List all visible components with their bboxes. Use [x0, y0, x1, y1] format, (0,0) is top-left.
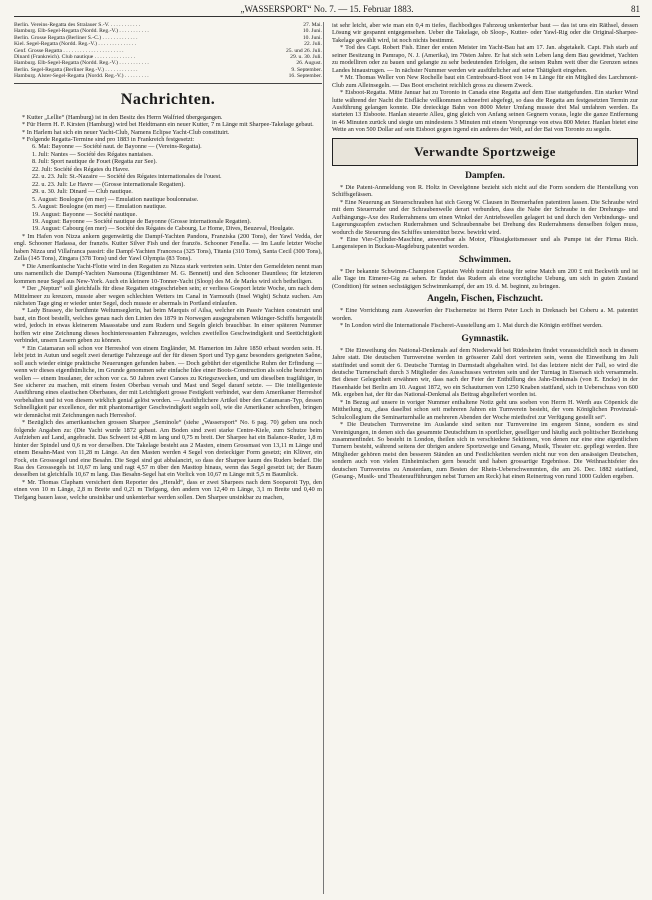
article-paragraph: ist sehr leicht, aber wie man ein 0,4 m tiefes, flachbodiges Fahrzeug unkenterbar baut — das ist uns ein Räthsel, dessen Lösung wir gespannt entgegensehen. Ueber die Takelage, ob Sloop-, Kutter- oder Yawl-Rig oder die Original-Sharpee-Takelage gewählt wird, ist noch nichts bestimmt. — [332, 22, 638, 44]
date-item: 22. Juli: Société des Régates du Havre. — [32, 165, 130, 173]
running-head — [14, 4, 640, 17]
article-paragraph: * Folgende Regatta-Termine sind pro 1883 in Frankreich festgesetzt: — [22, 136, 195, 144]
section-heading: Angeln, Fischen, Fischzucht. — [427, 294, 543, 305]
article-paragraph: * Der bekannte Schwimm-Champion Capitain Webb trainirt fleissig für seine Match um 200 £ mit Beckwith und ist alle Tage im Eimerer-Gig zu sehen. Er findet das Rudern als eine vorzügliche Uebung, um sich in guten Zustand (Condition) für seinen sechstägigen Schwimmkampf, der am 19. d. M. beginnt, zu bringen. — [332, 267, 638, 290]
article-paragraph: * Eisboot-Regatta. Mitte Januar hat zu Toronto in Canada eine Regatta auf dem Eise stattgefunden. Ein starker Wind lutte während der Nacht die Eisfläche vollkommen schneefrei abgefegt, so dass die Regatta am festgesetzten Termin zur Ausführung gelangen konnte. Die dreieckige Bahn von 8000 Meter Umfang musste drei Mal umfahren werden. Es starteten 13 Eisboote. Hanlan steuerte Alleu, ging gleich von Anfang seinen Gegnern voraus, legte die ganze Entfernung in 46 Minuten zurück und siegte um mindestens 3 Minuten mit einem Vorsprunge von etwa 800 Meter. Hanlan bietet eine Wette an von 500 Dollar auf sein Eisboot gegen irgend ein anderes der Welt, auf der Bai von Toronto zu segeln. — [332, 89, 638, 134]
date-item: 6. Mai: Bayonne — Société naut. de Bayonne — (Vereins-Regatta). — [32, 143, 202, 151]
article-paragraph: * Tod des Capt. Robert Fish. Einer der ersten Meister im Yacht-Bau hat am 17. Jan. abgetakelt. Capt. Fish starb auf seiner Besitzung in Pamrapo, N. J. (Amerika), im 70sten Jahre. Er hat sich sein Leben lang dem Bau gewidmet, Yachten zu modelliren oder zu bauen und gelangte zu sehr bedeutenden Erfolgen, die seinen Ruhm weit über die Grenzen seines Landes hinaustrugen. — In nächster Nummer werden wir ausführlicher auf seine Thätigkeit eingehen. — [332, 44, 638, 74]
regatta-row: Hamburg. Elb-Segel-Regatta (Nordd. Reg.-V.) . . . . . . . . . . . 10. Juni. — [14, 28, 322, 35]
section-heading: Schwimmen. — [459, 254, 511, 265]
date-item: 5. August: Boulogne (en mer) — Emulation nautique boulonnaise. — [32, 195, 199, 203]
article-paragraph: * Der „Neptun“ soll gleichfalls für diese Regatten eingeschrieben sein; er verliess Gosport letzte Woche, um nach dem Mittelmeer zu kreuzen, musste aber wegen schlechten Wetters im Canal in Yarmouth (Insel Wight) Schutz suchen. Am nächsten Tage ging er wieder unter Segel, doch musste er abermals in Portland einlaufen. — [14, 285, 322, 307]
regatta-row: Hamburg. Elb-Segel-Regatta (Nordd. Reg.-V.) . . . . . . . . . . . 26. August. — [14, 60, 322, 67]
section-heading: Dampfen. — [465, 170, 505, 181]
date-item: 1. Juli: Nantes — Société des Régates nantaises. — [32, 150, 153, 158]
regatta-row: Kiel. Segel-Regatta (Nordd. Reg.-V.) . . . . . . . . . . . . . . 22. Juli. — [14, 41, 322, 48]
date-item: 8. Juli: Sport nautique de Fouet (Regatta zur See). — [32, 158, 157, 166]
date-item: 19. August: Bayonne — Société nautique. — [32, 210, 138, 218]
date-item: 19. August: Cabourg (en mer) — Société des Régates de Cabourg, Le Home, Dives, Beuzeval, Houlgate. — [32, 225, 295, 233]
date-item: 22. u. 23. Juli: St.-Nazaire — Société des Régates internationales de l'ouest. — [32, 173, 222, 181]
article-paragraph: * Eine Vorrichtung zum Auswerfen der Fischernetze ist Herrn Peter Loch in Dreknach bei Coberu a. M. patentirt worden. — [332, 307, 638, 322]
section-banner-title: Verwandte Sportzweige — [414, 144, 556, 160]
article-paragraph: * Bezüglich des amerikanischen grossen Sharpee „Seminole“ (siehe „Wassersport“ No. 6 pag. 70) geben uns noch folgende Angaben zu: (Die Yacht wurde 1872 gebaut. Am Boden sind zwei starke Centre-Kiele, zum Schutze beim Aufziehen auf Land, angebracht. Das Schwert ist 4,88 m lang und 0,75 m breit. Der Sharpee hat ein Balance-Ruder, 1,8 m hinter der Spindel und 0,6 m vor derselben. Die Takelage besteht aus 2 Masten, einem Grossmast von 13,11 m Länge und einem Besahn-Mast von 11,28 m Länge. An den Masten werden 4 Segel von dreieckiger Form gesetzt; ein Klüver, ein Fock, ein Grosssegel und eine Besahn. Die Segel sind gut abbalancirt, so dass der Sharpee kaum des Ruders bedarf. Die Raa des Grosssegels ist 10,67 m lang und ragt 4,57 m über den Masttop hinaus, wenn das Segel gesetzt ist; der Baum desselben ist gleichfalls 10,67 m lang. Das Besahn-Segel hat ein Vorlick von 10,67 m Länge mit 5,5 m Baumlick. — [14, 419, 322, 479]
page-number: 81 — [631, 4, 640, 14]
regatta-row: Genf. Grosse Regatta . . . . . . . . . . . . . . . . . . . . . . 25. und 26. Juli. — [14, 47, 322, 54]
article-paragraph: * Eine Neuerung an Steuerschrauben hat sich Georg W. Clausen in Bremerhafen patentiren lassen. Die Schraube wird mit dem Steuerruder und der Schraubenwelle derart verbunden, dass die Nabe der Schraube in der Drehungs- und Aufhängungs-Axe des Ruderrahmens um einen Winkel der Antriebswellen gelagert ist und durch den Verbindungs- und Lagerungszapfen zwischen Ruderrahmen und Schraubennabe bei Drehung des Ruderrahmens denselben folgen muss, wodurch die Steuerung des Schiffes unterstützt bezw. bewirkt wird. — [332, 198, 638, 236]
article-paragraph: * Kutter „Lellie“ (Hamburg) ist in den Besitz des Herrn Walfried übergegangen. — [22, 113, 223, 121]
section-banner — [332, 138, 638, 166]
article-paragraph: * Die Amerikanische Yacht-Flotte wird in den Regatten zu Nizza stark vertreten sein. Unter den Gemeldeten nennt man uns namentlich die Dampf-Yachten Namouna (Eigenthümer M. G. Bennett) und den Schooner Dauntless; für letzteren kommen neue Segel aus New-York. Auch ein kleinere 10-Tonner-Yacht (Sloop) des M. de Marks wird sich betheiligen. — [14, 262, 322, 285]
article-paragraph: * Im Hafen von Nizza ankern gegenwärtig die Dampf-Yachten Pandora, Franziska (200 Tons), der Yawl Vedda, der engl. Schooner Hadassa, der französ. Kutter Silver Fish und der französ. Schooner Fenella. — Im Laufe letzter Woche haben Nizza und Villafranca passirt: die Dampf-Yachten Francesca (325 Tons), Titania (310 Tons), Santa Cecil (300 Tons), Zella (145 Tons), Zingara (378 Tons) und der Yawl Olympia (83 Tons). — [14, 232, 322, 263]
regatta-list — [14, 22, 322, 80]
article-paragraph: * Die Patent-Anmeldung von R. Holtz in Oevelgönne bezieht sich nicht auf die Form sondern die Herstellung von Schiffsgefässen. — [332, 183, 638, 199]
article-paragraph: * Die Einweihung des National-Denkmals auf dem Niederwald bei Rüdesheim findet voraussichtlich noch in diesem Jahre statt. Die deutschen Turnvereine werden in grösserer Zahl dort vertreten sein, wenn die Einweihung im Juli stattfindet und somit der 6. Deutsche Turntag in Darmstadt abgehalten wird. Ist das letztere nicht der Fall, so wird die deutsche Turnerschaft durch 3 Mitglieder des Ausschusses vertreten sein und der Turntag in Eisenach sich versammeln. Bei dieser Gelegenheit erwähnen wir, dass nach der Feier der Enthüllung des Jahn-Denkmals (von E. Encke) in der Hasenhaide bei Berlin am 10. August 1872, wo ein Schauturnen von 1250 Knaben stattfand, sich in Ueberschuss von 600 Mk. ergeben hat, der für das National-Denkmal als Beitrag abgeliefert worden ist. — [332, 346, 638, 399]
article-paragraph: * Eine Vier-Cylinder-Maschine, anwendbar als Motor, Flüssigkeitsmesser und als Pumpe ist der Firma Rich. Langensiepen in Buckau-Magdeburg patentirt worden. — [332, 235, 638, 251]
article-paragraph: * In Bezug auf unsere in voriger Nummer enthaltene Notiz geht uns soeben von Herrn H. Werth aus Cöpenick die Mittheilung zu, „dass daselbst schon seit mehreren Jahren ein Turnverein besteht, der vom Königlichen Provinzial-Schulcollegium die Seminarturnhalle an mehreren Abenden der Woche miethsfrei zur Verfügung gestellt sei“. — [332, 398, 638, 421]
date-item: 5. August: Boulogne (en mer) — Emulation nautique. — [32, 203, 167, 211]
regatta-row: Dinard (Frankreich). Club nautique . . . . . . . . . . . . . . . 29. u. 30. Juli. — [14, 54, 322, 61]
article-paragraph: * Mr. Thomas Weller von New Rochelle baut ein Centreboard-Boot von 14 m Länge für ein Mitglied des Larchmont-Club zum Alleinsegeln. — Das Boot erscheint reichlich gross zu diesem Zweck. — [332, 74, 638, 89]
regatta-row: Berlin. Grosse Regatta (Berliner S.-C.) . . . . . . . . . . . . . 10. Juni. — [14, 34, 322, 41]
article-paragraph: * Die Deutschen Turnvereine im Auslande sind seiten nur Turnvereine im engeren Sinne, sondern es sind Vereinigungen, in denen sich das gesammte Deutschthum in sportlicher, geselliger und häufig auch politischer Beziehung zusammenfindet. So besteht in London, theilen sich in verschiedene Sektionen, von denen nur eine eine eigentlichen Turnern besteht, während seitens der übrigen andere Sportzweige und Gesang, Musik, Theater etc. gepflegt werden. Ihre Mitglieder gehören meist den besseren Ständen an und Festlichkeiten werden nicht nur von den ansässigen Deutschen, sondern auch von vielen Einheimischen gern besucht und haben grossartige Ergebnisse. Die Weihnachtsfeier des deutschen Turnvereins zu Amsterdam, zum Besten der Rhein-Ueberschwemmten, die am 26. Dec. 1882 stattfand, (Gesang-, Musik- und Theateraufführungen nebst Turnen am Reck) hat einen Reinertrag von rund 1000 Gulden ergeben. — [332, 421, 638, 481]
left-column — [14, 22, 322, 894]
date-item: 19. August: Bayonne — Société nautique de Bayonne (Grosse internationale Regatten). — [32, 218, 252, 225]
divider — [14, 83, 322, 84]
regatta-row: Berlin. Segel-Regatta (Berliner Reg.-V.) . . . . . . . . . . . . 9. September. — [14, 66, 322, 73]
article-paragraph: * In London wird die Internationale Fischerei-Ausstellung am 1. Mai durch die Königin eröffnet werden. — [340, 322, 603, 330]
article-paragraph: * Lady Brassey, die berühmte Weltumseglerin, hat beim Marquis of Ailsa, welcher ein Passiv Yachten construirt und baut, ein Boot bestellt, welches genau nach den Linien des 1879 in Norwegen ausgegrabenen Wikinger-Schiffs hergestellt wird, jedoch in etwas kleinerem Maassstabe und zum Rudern und Segeln gleich brauchbar. In einer späteren Nummer hoffen wir eine Zeichnung dieses hochinteressanten Fahrzeuges, welches zweifellos Geschwindigkeit und Seetüchtigkeit verbindet, unsern Lesern geben zu können. — [14, 307, 322, 345]
section-headline: Nachrichten. — [120, 90, 216, 108]
article-paragraph: * Für Herrn H. F. Kirsten (Hamburg) wird bei Heidtmann ein neuer Kutter, 7 m Länge mit Sharpee-Takelage gebaut. — [22, 121, 314, 129]
article-paragraph: * Ein Catamaran soll schon vor Herreshof von einem Engländer, M. Hamerton im Jahre 1850 erbaut worden sein. H. lebt jetzt in Autun und segelt zwei derartige Fahrzeuge auf der für diesen Sport und Typ ganz besonders geeigneten Saône, soll auch wieder einige praktische Neuerungen gefunden haben. — Doch gebührt der eigentliche Ruhm der Erfindung — wenn wir dieses eigenthümliche, im Grunde genommen sehr einfache Idee einer Boots-Construction als solche bezeichnen wollen — einem Insulaner, der schon vor ca. 50 Jahren zwei Canoes zu Kriegszwecken, und um dieselben tragfähiger, in See sicherer zu machen, mit einem festen Oberbau versah und Mast und Segel daranf setzte. — Die intelligenteste Ausführung eines elastischen Oberbaues, der mit Leichtigkeit grosse Festigkeit verbindet, war dem Amerikaner Herreshof vorbehalten und ist von diesem wirklich genial gelöst worden. — Ausführlichere Artikel über den Catamaran-Typ, dessen Schnelligkeit par excellence, der mit phantomartiger Geschwindigkeit segeln soll, wie die Amerikaner schreiben, bringen wir demnächst mit Zeichnungen nach Herreshof. — [14, 344, 322, 419]
right-column — [332, 22, 638, 894]
date-item: 29. u. 30. Juli: Dinard — Club nautique. — [32, 188, 133, 196]
article-paragraph: * Mr. Thomas Clapham versichert dem Reporter des „Herald“, dass er zwei Sharpees nach dem Sooparoit Typ, den einen von 10 m Länge, 2,8 m Breite und 0,21 m Tiefgang, den andern von 12,40 m Länge, 3,1 m Breite und 0,40 m Tiefgang bauen lasse, welche unsinkbar und unkenterbar werden sollen. Den Sharpee unsinkbar zu machen, — [14, 478, 322, 501]
date-item: 22. u. 23. Juli: Le Havre — (Grosse internationale Regatten). — [32, 180, 185, 188]
section-heading: Gymnastik. — [461, 333, 509, 344]
column-rule — [323, 22, 324, 894]
running-head-title: „WASSERSPORT“ No. 7. — 15. Februar 1883. — [240, 4, 414, 14]
regatta-row: Hamburg. Alster-Segel-Regatta (Nordd. Reg.-V.) . . . . . . . . . 16. September. — [14, 73, 322, 80]
article-paragraph: * In Harlem hat sich ein neuer Yacht-Club, Namens Eclipse Yacht-Club constituirt. — [22, 128, 230, 136]
regatta-row: Berlin. Vereins-Regatta des Stralauer S.-V. . . . . . . . . . . . 27. Mai. — [14, 22, 322, 28]
